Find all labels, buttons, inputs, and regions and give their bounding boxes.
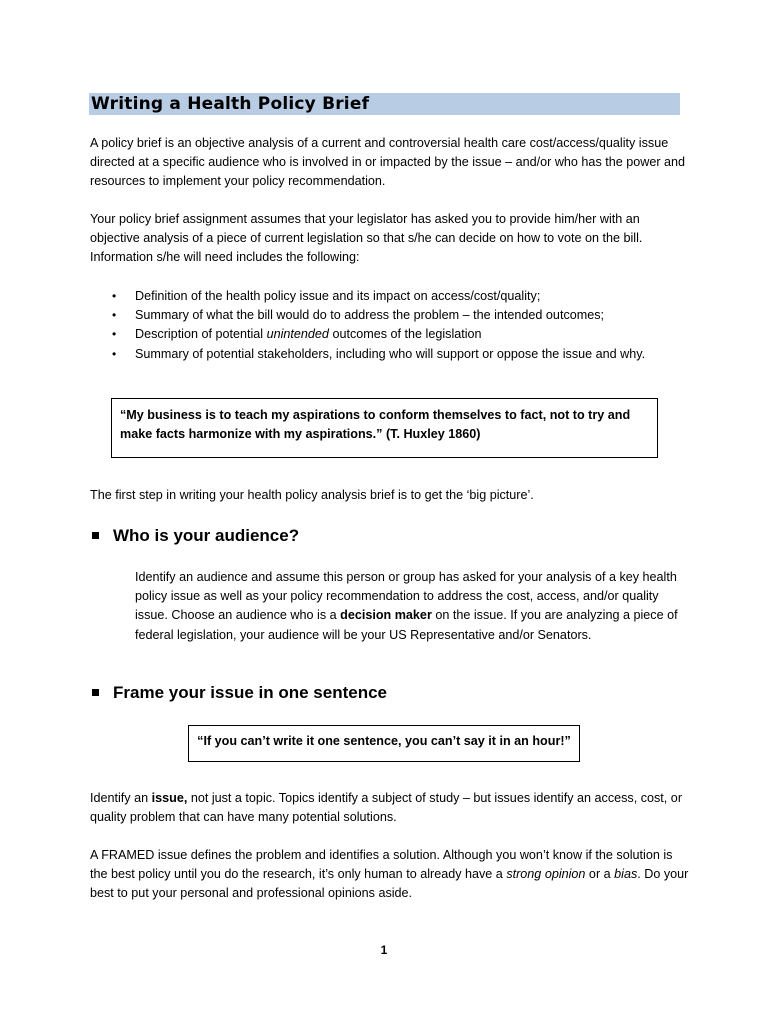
page-title: Writing a Health Policy Brief bbox=[91, 94, 370, 114]
section-heading-audience: Who is your audience? bbox=[90, 525, 299, 547]
one-sentence-quote: “If you can’t write it one sentence, you can’t say it in an hour!” bbox=[197, 734, 571, 748]
list-item: • Summary of potential stakeholders, including who will support or oppose the issue and why. bbox=[90, 345, 690, 364]
bullet-icon: • bbox=[112, 327, 117, 342]
issue-paragraph: Identify an issue, not just a topic. Topics identify a subject of study – but issues identify an access, cost, or quality problem that can have many potential solutions. bbox=[90, 791, 683, 825]
first-step-paragraph: The first step in writing your health policy analysis brief is to get the ‘big picture’. bbox=[90, 488, 534, 502]
section-heading-frame: Frame your issue in one sentence bbox=[90, 682, 387, 704]
list-item: • Definition of the health policy issue and its impact on access/cost/quality; bbox=[90, 287, 690, 306]
bullet-icon: • bbox=[112, 308, 117, 323]
bullet-icon: • bbox=[112, 289, 117, 303]
audience-paragraph: Identify an audience and assume this person or group has asked for your analysis of a key health policy issue as well as your policy recommendation to address the cost, access, and/or quality issue. Choose an audience who is a decision maker on the issue. If you are analyzing a piece of federal legislation, your audience will be your US Representative and/or Senators. bbox=[135, 570, 678, 642]
huxley-quote: “My business is to teach my aspirations to conform themselves to fact, not to try and make facts harmonize with my aspirations.” (T. Huxley 1860) bbox=[120, 408, 631, 442]
framed-issue-paragraph: A FRAMED issue defines the problem and identifies a solution. Although you won’t know if the solution is the best policy until you do the research, it’s only human to already have a strong opinion or a bias. Do your best to put your personal and professional opinions aside. bbox=[90, 848, 689, 901]
square-bullet-icon bbox=[92, 532, 99, 539]
information-list bbox=[90, 287, 690, 364]
bullet-icon: • bbox=[112, 346, 117, 361]
assignment-paragraph: Your policy brief assignment assumes that your legislator has asked you to provide him/her with an objective analysis of a piece of current legislation so that s/he can decide on how to vote on the bill. Information s/he will need includes the following: bbox=[90, 212, 643, 265]
page-number: 1 bbox=[380, 943, 388, 957]
list-item: • Summary of what the bill would do to address the problem – the intended outcomes; bbox=[90, 306, 690, 325]
title-bar bbox=[89, 93, 680, 115]
huxley-quote-box bbox=[111, 398, 658, 458]
one-sentence-quote-box bbox=[188, 725, 580, 762]
intro-paragraph: A policy brief is an objective analysis of a current and controversial health care cost/access/quality issue directed at a specific audience who is involved in or impacted by the issue – and/or who has the power and resources to implement your policy recommendation. bbox=[90, 136, 686, 189]
square-bullet-icon bbox=[92, 689, 99, 696]
list-item: • Description of potential unintended outcomes of the legislation bbox=[90, 325, 690, 344]
